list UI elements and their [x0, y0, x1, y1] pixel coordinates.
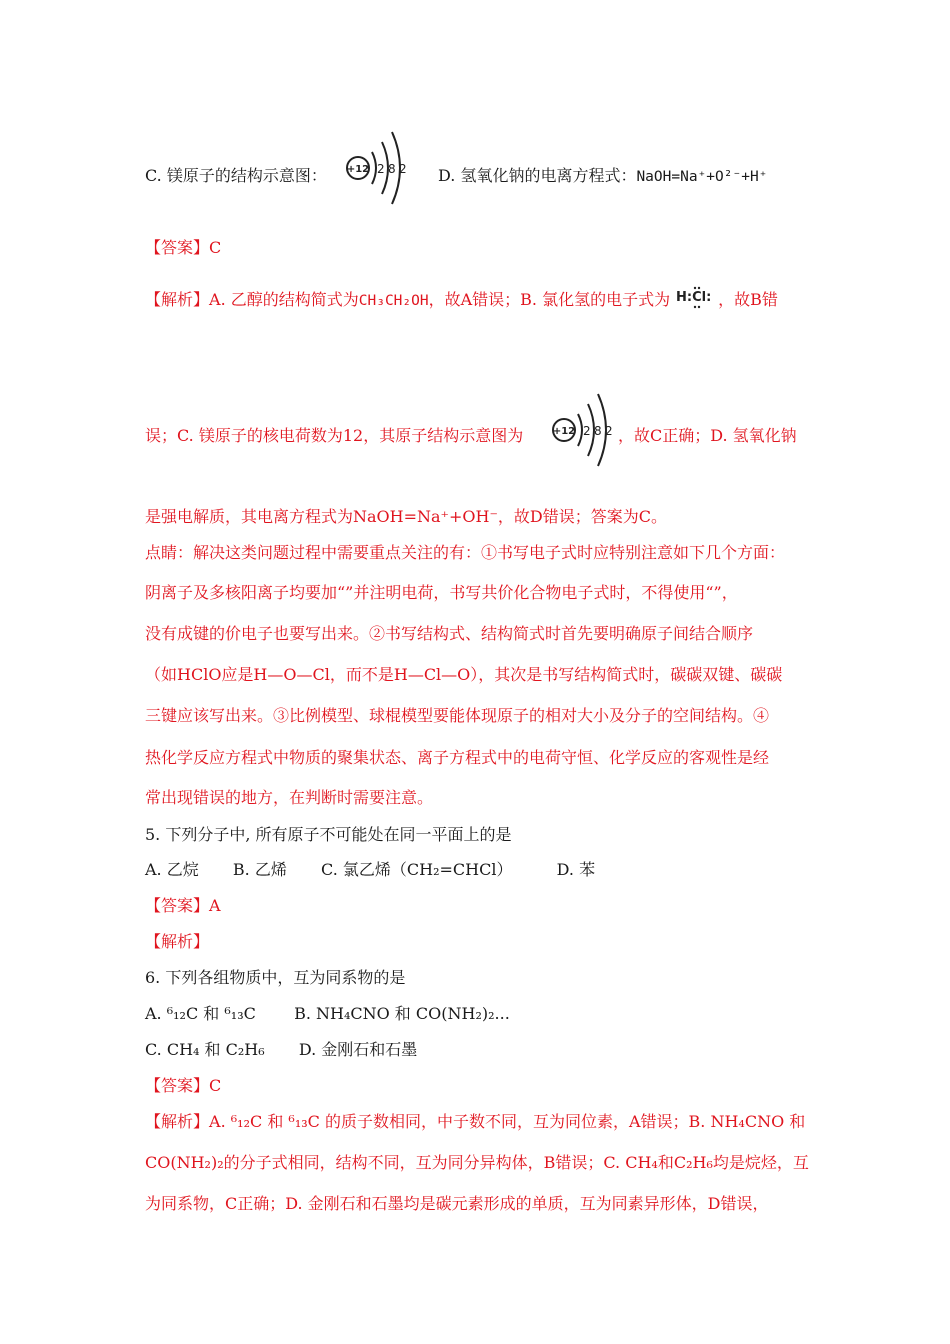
tip-line: （如HClO应是H—O—Cl，而不是H—Cl—O），其次是书写结构简式时，碳碳双键、碳碳 — [145, 665, 783, 684]
answer-tag: 【答案】 — [145, 1076, 210, 1095]
atom-nucleus: +12 — [346, 164, 370, 175]
analysis-text: ，故C正确；D. 氢氧化钠 — [618, 426, 797, 445]
atom-shell-1: 2 — [583, 424, 591, 438]
q5-option-c: C. 氯乙烯（CH₂=CHCl） — [321, 860, 513, 879]
tip-line: 没有成键的价电子也要写出来。②书写结构式、结构简式时首先要明确原子间结合顺序 — [145, 624, 754, 643]
tip-line: 常出现错误的地方，在判断时需要注意。 — [145, 788, 434, 807]
q4-answer — [145, 238, 221, 258]
atom-nucleus: +12 — [552, 426, 576, 437]
q4-analysis-line2 — [145, 426, 523, 446]
q4-option-c-text: 镁原子的结构示意图： — [166, 166, 327, 185]
atom-shell-3: 2 — [605, 424, 613, 438]
hcl-formula-text: H:Cl: — [676, 290, 712, 305]
analysis-text: A. 乙醇的结构简式为 — [209, 290, 359, 309]
analysis-text: A. ⁶₁₂C 和 ⁶₁₃C 的质子数相同，中子数不同，互为同位素，A错误；B. NH₄CNO 和 — [209, 1112, 806, 1131]
answer-value: A — [209, 896, 221, 915]
q5-option-b: B. 乙烯 — [232, 860, 287, 879]
analysis-text: ，故B错 — [718, 290, 778, 309]
q4-option-d-text: 氢氧化钠的电离方程式： — [460, 166, 637, 185]
q4-option-d-formula: NaOH=Na⁺+O²⁻+H⁺ — [636, 169, 768, 185]
atom-shell-3: 2 — [399, 162, 407, 176]
tip-line: 三键应该写出来。③比例模型、球棍模型要能体现原子的相对大小及分子的空间结构。④ — [145, 706, 770, 725]
analysis-tag: 【解析】 — [145, 290, 210, 309]
answer-tag: 【答案】 — [145, 896, 210, 915]
q6-stem: 6. 下列各组物质中，互为同系物的是 — [145, 968, 406, 987]
q4-option-d — [438, 166, 767, 187]
tip-line: 点睛：解决这类问题过程中需要重点关注的有：①书写电子式时应特别注意如下几个方面： — [145, 543, 786, 562]
q6-answer — [145, 1076, 221, 1096]
q6-options-ab — [145, 1004, 510, 1024]
q6-options-cd — [145, 1040, 417, 1060]
atom-shell-2: 8 — [594, 424, 602, 438]
tip-line: 阴离子及多核阳离子均要加“”并注明电荷，书写共价化合物电子式时，不得使用“”， — [145, 583, 738, 602]
analysis-text: ，故A错误；B. 氯化氢的电子式为 — [428, 290, 671, 309]
mg-atom-diagram-2 — [550, 386, 620, 470]
atom-shell-2: 8 — [388, 162, 396, 176]
answer-tag: 【答案】 — [145, 238, 210, 257]
q6-analysis-line2: CO(NH₂)₂的分子式相同，结构不同，互为同分异构体，B错误；C. CH₄和C₂H₆均是烷烃，互 — [145, 1153, 809, 1172]
tip-line: 热化学反应方程式中物质的聚集状态、离子方程式中的电荷守恒、化学反应的客观性是经 — [145, 748, 770, 767]
q4-option-c-label: C. — [145, 166, 162, 185]
q5-option-a: A. 乙烷 — [145, 860, 199, 879]
hcl-electron-formula — [674, 286, 714, 308]
mg-atom-diagram — [344, 124, 414, 208]
q6-option-b: B. NH₄CNO 和 CO(NH₂)₂... — [294, 1004, 510, 1023]
q4-analysis-line2b — [618, 426, 797, 446]
atom-shell-1: 2 — [377, 162, 385, 176]
answer-value: C — [209, 238, 222, 257]
q6-option-d: D. 金刚石和石墨 — [298, 1040, 418, 1059]
q5-analysis-tag: 【解析】 — [145, 932, 210, 951]
q4-option-d-label: D. — [438, 166, 456, 185]
q6-analysis-line3: 为同系物，C正确；D. 金刚石和石墨均是碳元素形成的单质，互为同素异形体，D错误， — [145, 1194, 769, 1213]
q5-option-d: D. 苯 — [556, 860, 596, 879]
q6-option-a: A. ⁶₁₂C 和 ⁶₁₃C — [145, 1004, 256, 1023]
q5-options — [145, 860, 595, 880]
q6-analysis-line1 — [145, 1112, 805, 1132]
q4-option-c — [145, 166, 327, 186]
analysis-tag: 【解析】 — [145, 1112, 210, 1131]
q6-option-c: C. CH₄ 和 C₂H₆ — [145, 1040, 265, 1059]
q4-analysis-line3: 是强电解质，其电离方程式为NaOH=Na⁺+OH⁻，故D错误；答案为C。 — [145, 507, 667, 526]
ethanol-formula: CH₃CH₂OH — [358, 293, 429, 309]
q5-stem: 5. 下列分子中, 所有原子不可能处在同一平面上的是 — [145, 825, 512, 844]
q4-analysis-line1 — [145, 286, 778, 311]
analysis-text: 误；C. 镁原子的核电荷数为12，其原子结构示意图为 — [145, 426, 524, 445]
answer-value: C — [209, 1076, 222, 1095]
q5-answer — [145, 896, 221, 916]
